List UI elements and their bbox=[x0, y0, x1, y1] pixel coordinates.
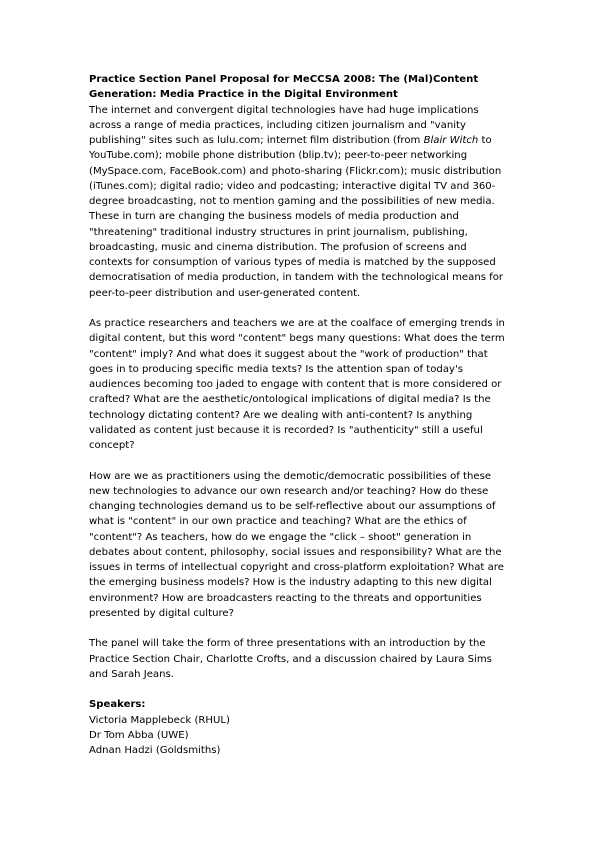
paragraph-intro-text-2: to YouTube.com); mobile phone distribution (blip.tv); peer-to-peer networking (MySpace.com, FaceBook.com) and photo-sharing (Flickr.com); music distribution (iTunes.com); digital radio; video and podcasting; interactive digital TV and 360-degree broadcasting, not to mention gaming and the possibilities of new media. These in turn are changing the business models of media production and "threatening" traditional industry structures in print journalism, publishing, broadcasting, music and cinema distribution. The profusion of screens and contexts for consumption of various types of media is matched by the supposed democratisation of media production, in tandem with the technological means for peer-to-peer distribution and user-generated content. bbox=[89, 135, 504, 299]
speaker-item: Dr Tom Abba (UWE) bbox=[89, 729, 189, 741]
paragraph-panel-format: The panel will take the form of three presentations with an introduction by the Practice Section Chair, Charlotte Crofts, and a discussion chaired by Laura Sims and Sarah Jeans. bbox=[89, 638, 492, 680]
document-title: Practice Section Panel Proposal for MeCCSA 2008: The (Mal)Content Generation: Media Practice in the Digital Environment bbox=[89, 74, 479, 101]
document-page bbox=[89, 72, 509, 758]
speaker-item: Victoria Mapplebeck (RHUL) bbox=[89, 714, 230, 726]
speakers-section bbox=[89, 697, 509, 758]
speaker-item: Adnan Hadzi (Goldsmiths) bbox=[89, 745, 221, 756]
paragraph-questions: As practice researchers and teachers we are at the coalface of emerging trends in digital content, but this word "content" begs many questions: What does the term "content" imply? And what does it suggest about the "work of production" that goes in to producing specific media texts? Is the attention span of today's audiences becoming too jaded to engage with content that is more considered or crafted? What are the aesthetic/ontological implications of digital media? Is the technology dictating content? Are we dealing with anti-content? Is anything validated as content just because it is recorded? Is "authenticity" still a useful concept? bbox=[89, 318, 505, 451]
paragraph-intro bbox=[89, 103, 509, 301]
film-title-italic: Blair Witch bbox=[423, 135, 479, 146]
paragraph-practitioners: How are we as practitioners using the demotic/democratic possibilities of these new technologies to advance our own research and/or teaching? How do these changing technologies demand us to be self-reflective about our assumptions of what is "content" in our own practice and teaching? What are the ethics of "content"? As teachers, how do we engage the "click – shoot" generation in debates about content, philosophy, social issues and responsibility? What are the issues in terms of intellectual copyright and cross-platform exploitation? What are the emerging business models? How is the industry adapting to this new digital environment? How are broadcasters reacting to the threats and opportunities presented by digital culture? bbox=[89, 470, 504, 619]
paragraph-intro-text-1: The internet and convergent digital technologies have had huge implications across a range of media practices, including citizen journalism and "vanity publishing" sites such as lulu.com; internet film distribution (from bbox=[89, 104, 479, 146]
speakers-heading: Speakers: bbox=[89, 699, 146, 711]
